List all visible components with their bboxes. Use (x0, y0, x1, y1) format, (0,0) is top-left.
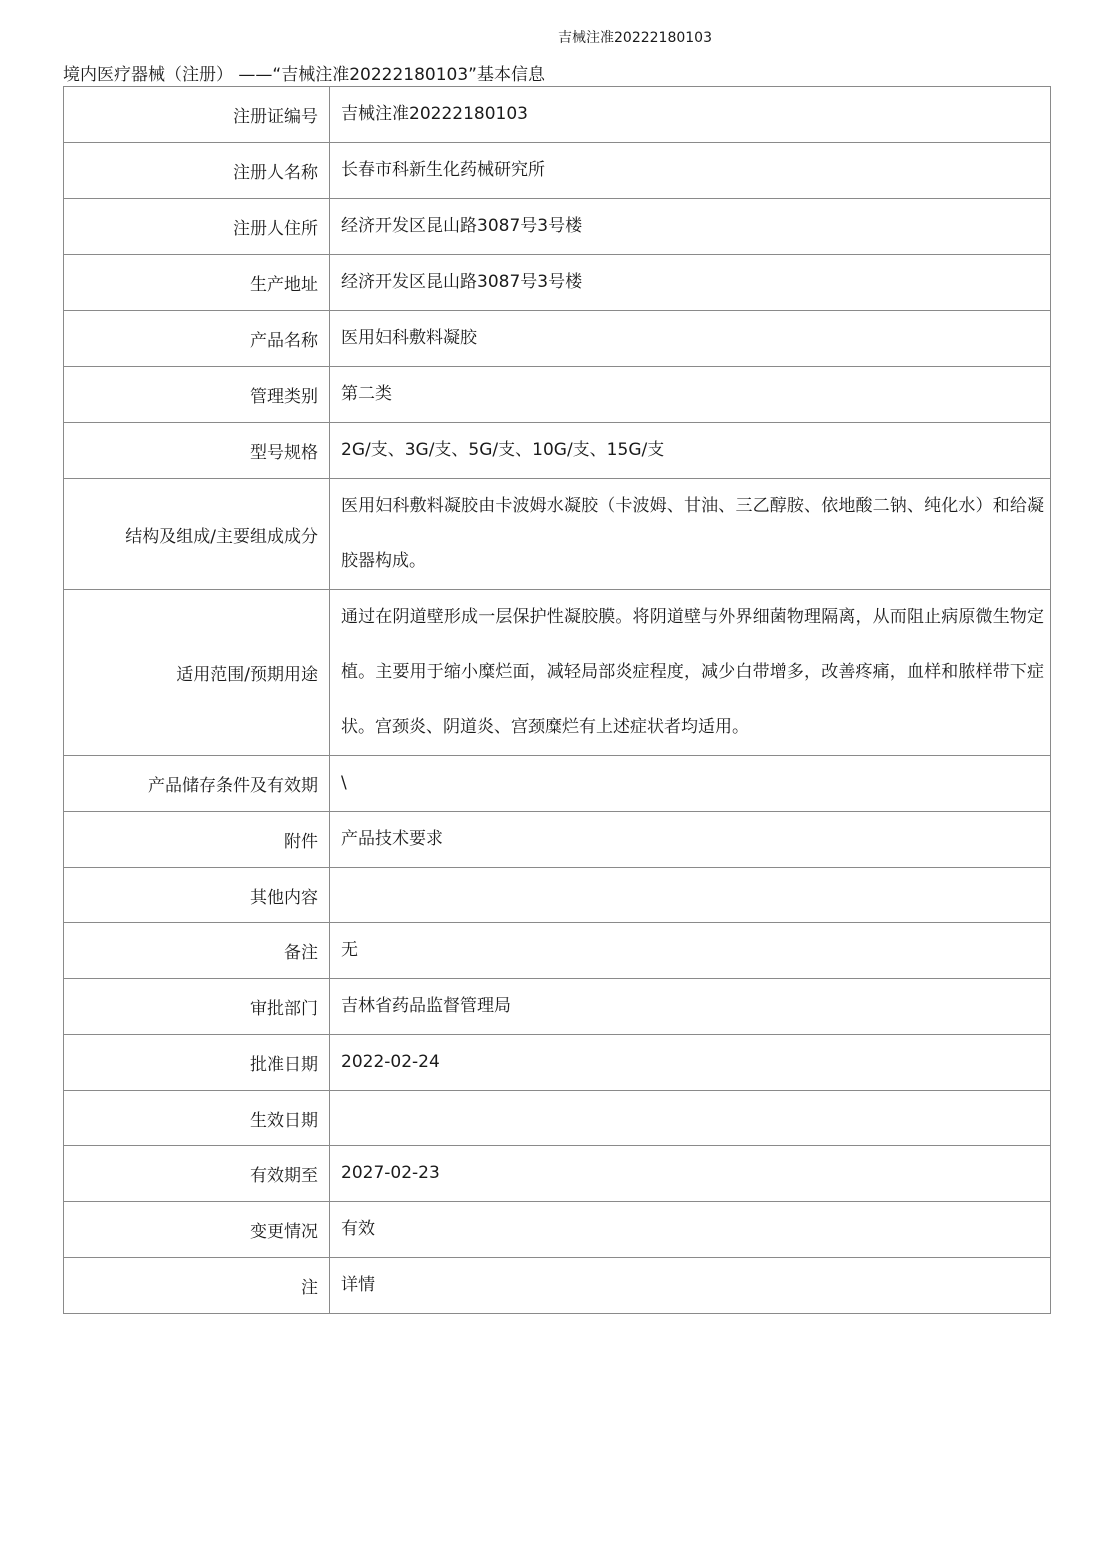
table-row (64, 311, 1051, 367)
table-row (64, 1146, 1051, 1202)
table-row (64, 367, 1051, 423)
row-value: 经济开发区昆山路3087号3号楼 (330, 199, 1051, 255)
table-row (64, 756, 1051, 812)
row-label: 生产地址 (64, 255, 330, 311)
row-label: 注册人名称 (64, 143, 330, 199)
table-row (64, 199, 1051, 255)
row-value: 有效 (330, 1202, 1051, 1258)
row-label: 适用范围/预期用途 (64, 590, 330, 756)
row-label: 其他内容 (64, 868, 330, 923)
row-value (330, 868, 1051, 923)
row-value: 长春市科新生化药械研究所 (330, 143, 1051, 199)
row-value: 无 (330, 923, 1051, 979)
row-label: 结构及组成/主要组成成分 (64, 479, 330, 590)
row-label: 产品名称 (64, 311, 330, 367)
document-title: 境内医疗器械（注册） ——“吉械注准20222180103”基本信息 (63, 65, 545, 85)
table-row (64, 979, 1051, 1035)
basic-info-table (63, 86, 1051, 1314)
row-label: 注册人住所 (64, 199, 330, 255)
table-row (64, 1035, 1051, 1091)
row-label: 生效日期 (64, 1091, 330, 1146)
page-header-code: 吉械注准20222180103 (558, 30, 712, 46)
row-value: \ (330, 756, 1051, 812)
table-row (64, 87, 1051, 143)
row-value: 吉械注准20222180103 (330, 87, 1051, 143)
table-row (64, 590, 1051, 756)
row-value (330, 1091, 1051, 1146)
table-row (64, 923, 1051, 979)
row-label: 变更情况 (64, 1202, 330, 1258)
table-row (64, 423, 1051, 479)
row-value: 吉林省药品监督管理局 (330, 979, 1051, 1035)
row-value: 医用妇科敷料凝胶 (330, 311, 1051, 367)
row-label: 有效期至 (64, 1146, 330, 1202)
row-label: 注 (64, 1258, 330, 1314)
table-row (64, 1091, 1051, 1146)
table-row (64, 255, 1051, 311)
row-value: 2G/支、3G/支、5G/支、10G/支、15G/支 (330, 423, 1051, 479)
row-value: 医用妇科敷料凝胶由卡波姆水凝胶（卡波姆、甘油、三乙醇胺、依地酸二钠、纯化水）和给凝胶器构成。 (330, 479, 1051, 590)
row-label: 注册证编号 (64, 87, 330, 143)
table-row (64, 479, 1051, 590)
row-value: 2022-02-24 (330, 1035, 1051, 1091)
table-row (64, 1202, 1051, 1258)
table-row (64, 143, 1051, 199)
row-value: 第二类 (330, 367, 1051, 423)
table-row (64, 812, 1051, 868)
row-label: 附件 (64, 812, 330, 868)
row-value: 经济开发区昆山路3087号3号楼 (330, 255, 1051, 311)
row-value: 2027-02-23 (330, 1146, 1051, 1202)
row-label: 批准日期 (64, 1035, 330, 1091)
row-label: 审批部门 (64, 979, 330, 1035)
table-row (64, 1258, 1051, 1314)
row-label: 型号规格 (64, 423, 330, 479)
row-value: 产品技术要求 (330, 812, 1051, 868)
row-value: 通过在阴道壁形成一层保护性凝胶膜。将阴道壁与外界细菌物理隔离，从而阻止病原微生物定植。主要用于缩小糜烂面，减轻局部炎症程度，减少白带增多，改善疼痛，血样和脓样带下症状。宫颈炎、阴道炎、宫颈糜烂有上述症状者均适用。 (330, 590, 1051, 756)
row-label: 备注 (64, 923, 330, 979)
row-label: 产品储存条件及有效期 (64, 756, 330, 812)
row-label: 管理类别 (64, 367, 330, 423)
table-row (64, 868, 1051, 923)
row-value: 详情 (330, 1258, 1051, 1314)
